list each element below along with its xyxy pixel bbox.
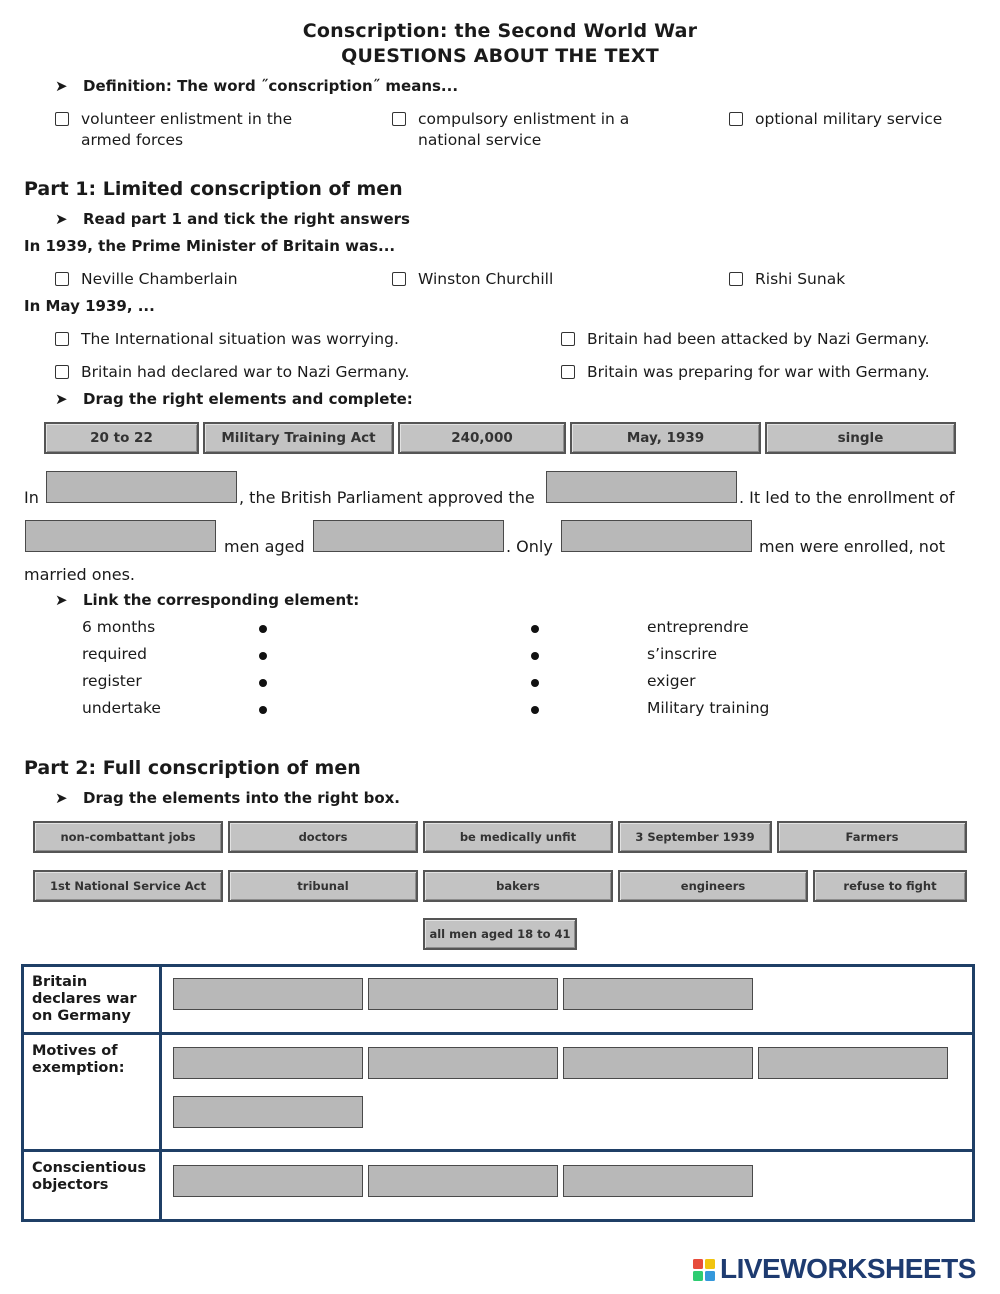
drop-zone-age[interactable] — [313, 520, 504, 552]
definition-option-2[interactable]: compulsory enlistment in a national service — [392, 109, 662, 151]
q1-question: In 1939, the Prime Minister of Britain was... — [24, 237, 396, 255]
q2-option-1[interactable]: The International situation was worrying. — [55, 329, 399, 350]
category-label: Conscientious objectors — [32, 1160, 147, 1193]
drag-chip[interactable]: 240,000 — [398, 422, 566, 454]
drag-chip[interactable]: single — [765, 422, 956, 454]
link-dot-right[interactable] — [531, 652, 539, 660]
category-label: Motives of exemption: — [32, 1043, 125, 1076]
checkbox[interactable] — [55, 272, 69, 286]
drag-chip[interactable]: Military Training Act — [203, 422, 394, 454]
part1-instruction-drag: ➤ Drag the right elements and complete: — [55, 390, 413, 408]
drop-zone-exemption[interactable] — [173, 1096, 363, 1128]
drag-chip[interactable]: engineers — [618, 870, 808, 902]
drop-zone-number[interactable] — [25, 520, 216, 552]
checkbox[interactable] — [55, 365, 69, 379]
sentence-text: men aged — [224, 537, 305, 556]
drop-zone-war[interactable] — [563, 978, 753, 1010]
drop-zone-war[interactable] — [368, 978, 558, 1010]
definition-option-3[interactable]: optional military service — [729, 109, 989, 130]
definition-prompt: ➤ Definition: The word ˝conscription˝ means... — [55, 77, 459, 95]
part2-heading: Part 2: Full conscription of men — [24, 757, 361, 779]
link-right-item: entreprendre — [647, 618, 749, 636]
checkbox[interactable] — [392, 112, 406, 126]
q1-option-1[interactable]: Neville Chamberlain — [55, 269, 238, 290]
arrow-icon: ➤ — [55, 789, 68, 807]
checkbox[interactable] — [561, 332, 575, 346]
table-divider — [159, 964, 162, 1222]
drag-chip[interactable]: doctors — [228, 821, 418, 853]
link-left-item: 6 months — [82, 618, 156, 636]
link-dot-right[interactable] — [531, 625, 539, 633]
drag-chip[interactable]: refuse to fight — [813, 870, 967, 902]
part2-instruction: ➤ Drag the elements into the right box. — [55, 789, 400, 807]
part1-instruction-tick: ➤ Read part 1 and tick the right answers — [55, 210, 410, 228]
drag-chip[interactable]: 20 to 22 — [44, 422, 199, 454]
definition-option-1[interactable]: volunteer enlistment in the armed forces — [55, 109, 325, 151]
table-divider — [21, 1149, 975, 1152]
liveworksheets-logo-icon — [692, 1258, 716, 1282]
link-left-item: undertake — [82, 699, 161, 717]
drop-zone-exemption[interactable] — [173, 1047, 363, 1079]
q2-option-4[interactable]: Britain was preparing for war with Germany. — [561, 362, 930, 383]
arrow-icon: ➤ — [55, 77, 68, 95]
q2-option-3[interactable]: Britain had declared war to Nazi Germany. — [55, 362, 409, 383]
drop-zone-objectors[interactable] — [368, 1165, 558, 1197]
drop-zone-objectors[interactable] — [173, 1165, 363, 1197]
drop-zone-status[interactable] — [561, 520, 752, 552]
page-subtitle: QUESTIONS ABOUT THE TEXT — [341, 45, 659, 67]
link-dot-left[interactable] — [259, 652, 267, 660]
drag-chip[interactable]: 3 September 1939 — [618, 821, 772, 853]
sentence-text: . Only — [506, 537, 553, 556]
drag-chip[interactable]: tribunal — [228, 870, 418, 902]
drop-zone-objectors[interactable] — [563, 1165, 753, 1197]
checkbox[interactable] — [561, 365, 575, 379]
sentence-text: married ones. — [24, 565, 135, 584]
sentence-text: . It led to the enrollment of — [739, 488, 955, 507]
link-left-item: register — [82, 672, 142, 690]
link-right-item: Military training — [647, 699, 770, 717]
link-dot-left[interactable] — [259, 679, 267, 687]
arrow-icon: ➤ — [55, 591, 68, 609]
checkbox[interactable] — [392, 272, 406, 286]
drag-chip[interactable]: non-combattant jobs — [33, 821, 223, 853]
drop-zone-act[interactable] — [546, 471, 737, 503]
q2-question: In May 1939, ... — [24, 297, 155, 315]
checkbox[interactable] — [55, 112, 69, 126]
page-title: Conscription: the Second World War — [302, 20, 698, 42]
drop-zone-exemption[interactable] — [368, 1047, 558, 1079]
link-right-item: s’inscrire — [647, 645, 717, 663]
drop-zone-war[interactable] — [173, 978, 363, 1010]
link-left-item: required — [82, 645, 147, 663]
drop-zone-date[interactable] — [46, 471, 237, 503]
link-dot-right[interactable] — [531, 706, 539, 714]
drag-chip[interactable]: May, 1939 — [570, 422, 761, 454]
arrow-icon: ➤ — [55, 210, 68, 228]
part1-instruction-link: ➤ Link the corresponding element: — [55, 591, 360, 609]
part1-heading: Part 1: Limited conscription of men — [24, 178, 403, 200]
sentence-text: In — [24, 488, 39, 507]
q1-option-3[interactable]: Rishi Sunak — [729, 269, 845, 290]
sentence-text: , the British Parliament approved the — [239, 488, 535, 507]
checkbox[interactable] — [729, 112, 743, 126]
drag-chip[interactable]: all men aged 18 to 41 — [423, 918, 577, 950]
link-dot-left[interactable] — [259, 706, 267, 714]
link-dot-left[interactable] — [259, 625, 267, 633]
drag-chip[interactable]: 1st National Service Act — [33, 870, 223, 902]
arrow-icon: ➤ — [55, 390, 68, 408]
table-divider — [21, 1032, 975, 1035]
sentence-text: men were enrolled, not — [759, 537, 946, 556]
link-dot-right[interactable] — [531, 679, 539, 687]
drag-chip[interactable]: Farmers — [777, 821, 967, 853]
q2-option-2[interactable]: Britain had been attacked by Nazi Germany. — [561, 329, 929, 350]
link-right-item: exiger — [647, 672, 696, 690]
drop-zone-exemption[interactable] — [758, 1047, 948, 1079]
category-label: Britain declares war on Germany — [32, 974, 137, 1024]
checkbox[interactable] — [55, 332, 69, 346]
drag-chip[interactable]: bakers — [423, 870, 613, 902]
liveworksheets-brand: LIVEWORKSHEETS — [720, 1253, 976, 1284]
drop-zone-exemption[interactable] — [563, 1047, 753, 1079]
checkbox[interactable] — [729, 272, 743, 286]
q1-option-2[interactable]: Winston Churchill — [392, 269, 553, 290]
drag-chip[interactable]: be medically unfit — [423, 821, 613, 853]
